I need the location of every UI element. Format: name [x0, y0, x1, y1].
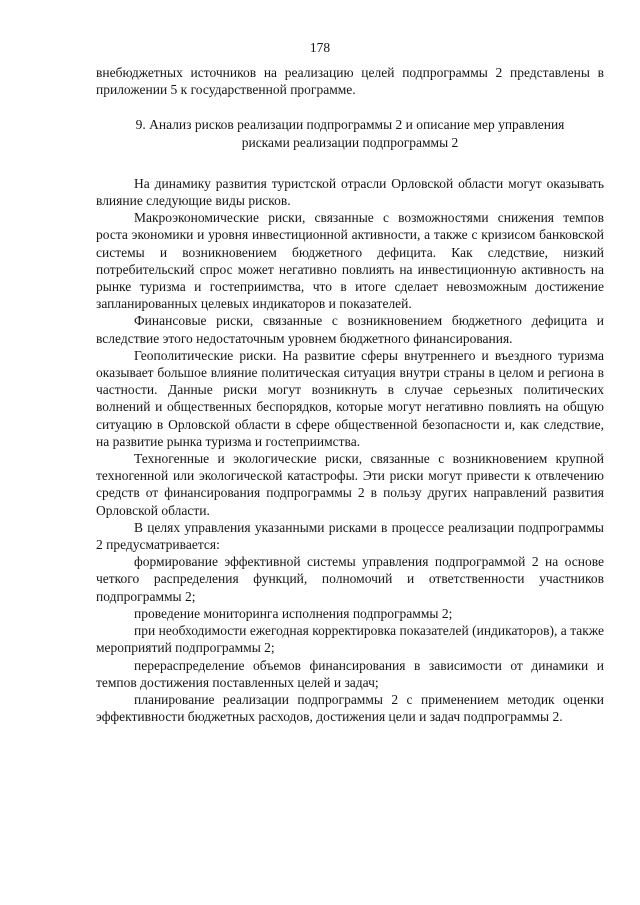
list-item-monitoring: проведение мониторинга исполнения подпрограммы 2; — [134, 605, 453, 621]
paragraph-geopolitical-risks: Геополитические риски. На развитие сферы внутреннего и въездного туризма оказывает большое влияние политическая ситуация внутри страны в целом и региона в частности. Данные риски могут возникнуть в случае серьезных политических волнений и общественных беспорядков, которые могут негативно повлиять на общую ситуацию в Орловской области в сфере общественной безопасности и, как следствие, на развитие рынка туризма и гостеприимства. — [96, 347, 604, 449]
list-item-adjustment: при необходимости ежегодная корректировка показателей (индикаторов), а также мероприятий подпрограммы 2; — [96, 623, 604, 656]
paragraph-financial-risks: Финансовые риски, связанные с возникновением бюджетного дефицита и вследствие этого недостаточным уровнем бюджетного финансирования. — [96, 313, 604, 346]
page-number: 178 — [309, 40, 331, 55]
paragraph-intro: На динамику развития туристской отрасли Орловской области могут оказывать влияние следующие виды рисков. — [96, 175, 604, 209]
list-item-management-system: формирование эффективной системы управления подпрограммой 2 на основе четкого распределения функций, полномочий и ответственности участников подпрограммы 2; — [96, 554, 604, 604]
section-heading: 9. Анализ рисков реализации подпрограммы 2 и описание мер управления рисками реализации подпрограммы 2 — [135, 117, 565, 150]
paragraph-risk-management: В целях управления указанными рисками в процессе реализации подпрограммы 2 предусматривается: — [96, 519, 604, 553]
paragraph-continuation: внебюджетных источников на реализацию целей подпрограммы 2 представлены в приложении 5 к государственной программе. — [96, 65, 604, 98]
list-item-redistribution: перераспределение объемов финансирования в зависимости от динамики и темпов достижения поставленных целей и задач; — [96, 657, 604, 690]
document-body — [96, 64, 604, 725]
list-item-planning: планирование реализации подпрограммы 2 с применением методик оценки эффективности бюджетных расходов, достижения цели и задач подпрограммы 2. — [96, 691, 604, 725]
paragraph-technogenic-risks: Техногенные и экологические риски, связанные с возникновением крупной техногенной или экологической катастрофы. Эти риски могут привести к отвлечению средств от финансирования подпрограммы 2 в пользу других направлений развития Орловской области. — [96, 451, 604, 518]
paragraph-macroeconomic-risks: Макроэкономические риски, связанные с возможностями снижения темпов роста экономики и уровня инвестиционной активности, а также с кризисом банковской системы и возникновением бюджетного дефицита. Как следствие, низкий потребительский спрос может негативно повлиять на инвестиционную активность на рынке туризма и гостеприимства, что в итоге сделает невозможным достижение запланированных целевых индикаторов и показателей. — [96, 210, 604, 312]
